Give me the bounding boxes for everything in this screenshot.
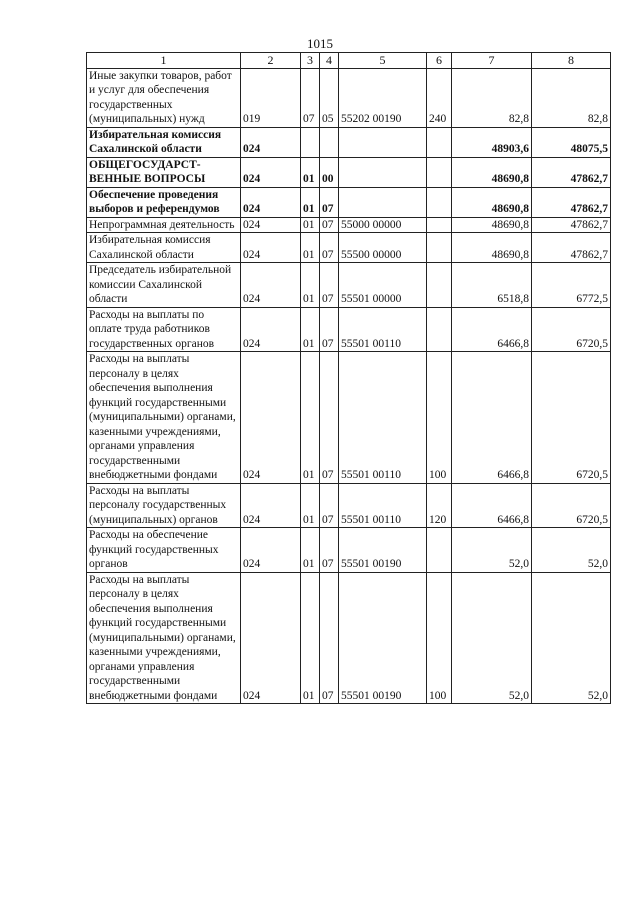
row-name: Расходы на обеспечение функций государственных органов [87,528,241,573]
column-header: 2 [241,53,301,69]
ved-code: 024 [241,263,301,308]
amount-col8: 6720,5 [532,307,611,352]
column-header: 8 [532,53,611,69]
column-header: 7 [452,53,532,69]
expense-type-code [427,127,452,157]
target-article-code: 55500 00000 [339,233,427,263]
target-article-code: 55501 00190 [339,572,427,704]
row-name: Расходы на выплаты персоналу в целях обеспечения выполнения функций государственными (муниципальными) органами, казенными учреждениями, органами управления государственными внебюджетными фондами [87,352,241,484]
amount-col7: 6518,8 [452,263,532,308]
section-code: 01 [301,233,320,263]
column-header: 5 [339,53,427,69]
expense-type-code: 100 [427,572,452,704]
row-name: Избирательная комиссия Сахалинской области [87,127,241,157]
header-row [87,53,611,69]
amount-col7: 52,0 [452,572,532,704]
table-row [87,528,611,573]
amount-col7: 48690,8 [452,233,532,263]
table-row [87,352,611,484]
page-number: 1015 [307,36,333,51]
section-code: 01 [301,572,320,704]
target-article-code: 55000 00000 [339,217,427,233]
column-header: 3 [301,53,320,69]
expense-type-code [427,217,452,233]
section-code: 01 [301,217,320,233]
subsection-code: 05 [320,68,339,127]
amount-col8: 47862,7 [532,233,611,263]
target-article-code: 55202 00190 [339,68,427,127]
target-article-code: 55501 00000 [339,263,427,308]
expense-type-code: 120 [427,483,452,528]
row-name: Расходы на выплаты персоналу государственных (муниципальных) органов [87,483,241,528]
amount-col8: 52,0 [532,528,611,573]
table-row [87,263,611,308]
row-name: Расходы на выплаты персоналу в целях обеспечения выполнения функций государственными (муниципальными) органами, казенными учреждениями, органами управления государственными внебюджетными фондами [87,572,241,704]
amount-col8: 82,8 [532,68,611,127]
amount-col8: 47862,7 [532,187,611,217]
section-code [301,127,320,157]
column-header: 6 [427,53,452,69]
amount-col8: 6720,5 [532,483,611,528]
amount-col7: 6466,8 [452,307,532,352]
row-name: Избирательная комиссия Сахалинской области [87,233,241,263]
target-article-code [339,157,427,187]
table-row [87,68,611,127]
table-row [87,217,611,233]
ved-code: 024 [241,352,301,484]
table-row [87,572,611,704]
expense-type-code [427,307,452,352]
subsection-code: 07 [320,217,339,233]
ved-code: 024 [241,127,301,157]
section-code: 01 [301,528,320,573]
section-code: 01 [301,307,320,352]
target-article-code: 55501 00110 [339,352,427,484]
column-header: 4 [320,53,339,69]
target-article-code: 55501 00110 [339,307,427,352]
amount-col7: 52,0 [452,528,532,573]
section-code: 07 [301,68,320,127]
subsection-code: 07 [320,187,339,217]
expense-type-code [427,157,452,187]
budget-table [86,52,611,704]
ved-code: 024 [241,528,301,573]
table-row [87,483,611,528]
table-row [87,127,611,157]
section-code: 01 [301,263,320,308]
ved-code: 024 [241,217,301,233]
expense-type-code [427,263,452,308]
amount-col7: 48690,8 [452,187,532,217]
amount-col8: 48075,5 [532,127,611,157]
amount-col7: 6466,8 [452,483,532,528]
expense-type-code: 100 [427,352,452,484]
row-name: Непрограммная деятельность [87,217,241,233]
ved-code: 024 [241,233,301,263]
subsection-code: 07 [320,263,339,308]
ved-code: 024 [241,187,301,217]
subsection-code: 07 [320,572,339,704]
expense-type-code: 240 [427,68,452,127]
table-body [87,53,611,704]
amount-col7: 48690,8 [452,157,532,187]
row-name: Обеспечение проведения выборов и референдумов [87,187,241,217]
ved-code: 024 [241,157,301,187]
target-article-code [339,187,427,217]
table-row [87,307,611,352]
subsection-code: 07 [320,483,339,528]
section-code: 01 [301,187,320,217]
subsection-code: 07 [320,528,339,573]
subsection-code: 00 [320,157,339,187]
column-header: 1 [87,53,241,69]
section-code: 01 [301,483,320,528]
amount-col7: 48690,8 [452,217,532,233]
amount-col8: 6720,5 [532,352,611,484]
target-article-code: 55501 00110 [339,483,427,528]
ved-code: 024 [241,572,301,704]
row-name: Расходы на выплаты по оплате труда работников государственных органов [87,307,241,352]
row-name: Иные закупки товаров, работ и услуг для обеспечения государственных (муниципальных) нужд [87,68,241,127]
amount-col8: 6772,5 [532,263,611,308]
table-row [87,157,611,187]
row-name: ОБЩЕГОСУДАРСТ-ВЕННЫЕ ВОПРОСЫ [87,157,241,187]
section-code: 01 [301,157,320,187]
ved-code: 024 [241,307,301,352]
table-row [87,233,611,263]
amount-col8: 47862,7 [532,157,611,187]
amount-col8: 47862,7 [532,217,611,233]
expense-type-code [427,233,452,263]
ved-code: 024 [241,483,301,528]
ved-code: 019 [241,68,301,127]
amount-col7: 48903,6 [452,127,532,157]
target-article-code [339,127,427,157]
amount-col7: 82,8 [452,68,532,127]
amount-col8: 52,0 [532,572,611,704]
row-name: Председатель избирательной комиссии Сахалинской области [87,263,241,308]
table-row [87,187,611,217]
subsection-code: 07 [320,352,339,484]
expense-type-code [427,528,452,573]
subsection-code: 07 [320,233,339,263]
expense-type-code [427,187,452,217]
amount-col7: 6466,8 [452,352,532,484]
target-article-code: 55501 00190 [339,528,427,573]
subsection-code: 07 [320,307,339,352]
section-code: 01 [301,352,320,484]
subsection-code [320,127,339,157]
